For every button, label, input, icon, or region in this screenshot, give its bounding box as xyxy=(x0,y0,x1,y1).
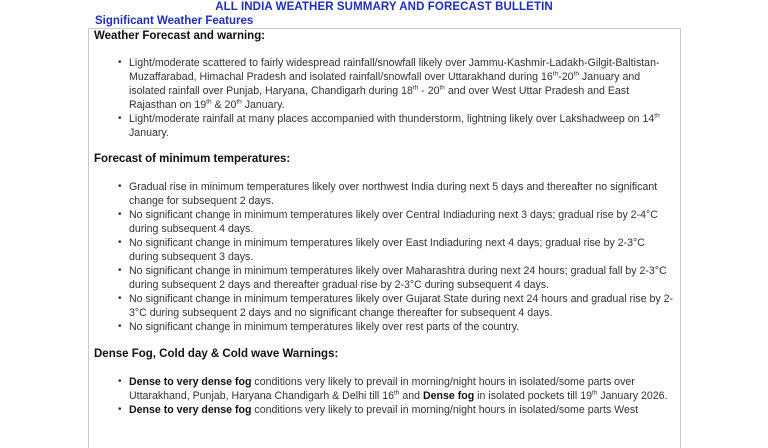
list-item: • No significant change in minimum temperatures likely over East Indiaduring next 4 days; gradual rise by 2-3°C during subsequent 3 days. xyxy=(118,237,645,263)
list-item: • Dense to very dense fog conditions very likely to prevail in morning/night hours in isolated/some parts over Uttarakhand, Punjab, Haryana Chandigarh & Delhi till 16th and Dense fog in isolated pockets till 19th January 2026. xyxy=(118,376,668,402)
list-weather-forecast xyxy=(89,56,674,140)
list-fog-cold-warnings xyxy=(89,375,674,417)
bullet-icon: • xyxy=(118,265,122,276)
list-item: • Light/moderate scattered to fairly widespread rainfall/snowfall likely over Jammu-Kashmir-Ladakh-Gilgit-Baltistan-Muzaffarabad, Himachal Pradesh and isolated rainfall/snowfall over Uttarakhand during 16th-20th January and isolated rainfall over Punjab, Haryana, Chandigarh during 18th - 20th and over West Uttar Pradesh and East Rajasthan on 19th & 20th January. xyxy=(118,57,660,111)
bulletin-content-box xyxy=(88,28,681,448)
bullet-icon: • xyxy=(118,113,122,124)
bulletin-title: ALL INDIA WEATHER SUMMARY AND FORECAST BULLETIN xyxy=(215,1,553,13)
bullet-icon: • xyxy=(118,376,122,387)
bullet-icon: • xyxy=(118,181,122,192)
bullet-icon: • xyxy=(118,57,122,68)
list-item: • No significant change in minimum temperatures likely over Maharashtra during next 24 hours; gradual fall by 2-3°C during subsequent 2 days and thereafter gradual rise by 2-3°C during subsequent 4 days. xyxy=(118,265,667,291)
list-item: • Gradual rise in minimum temperatures likely over northwest India during next 5 days and thereafter no significant change for subsequent 2 days. xyxy=(118,181,658,207)
heading-min-temperatures: Forecast of minimum temperatures: xyxy=(94,153,291,165)
list-item: • Dense to very dense fog conditions very likely to prevail in morning/night hours in isolated/some parts West xyxy=(118,404,639,416)
list-item: • No significant change in minimum temperatures likely over Gujarat State during next 24 hours and gradual rise by 2-3°C during subsequent 2 days and no significant change thereafter for subsequent 4 days. xyxy=(118,293,674,319)
list-item: • Light/moderate rainfall at many places accompanied with thunderstorm, lightning likely over Lakshadweep on 14th January. xyxy=(118,112,660,139)
bullet-icon: • xyxy=(118,293,122,304)
bullet-icon: • xyxy=(118,321,122,332)
heading-fog-cold-warnings: Dense Fog, Cold day & Cold wave Warnings: xyxy=(94,348,339,360)
section-title: Significant Weather Features xyxy=(95,15,254,27)
bullet-icon: • xyxy=(118,209,122,220)
bullet-icon: • xyxy=(118,404,122,415)
list-item: • No significant change in minimum temperatures likely over rest parts of the country. xyxy=(118,321,520,333)
list-min-temperatures xyxy=(89,180,674,334)
bullet-icon: • xyxy=(118,237,122,248)
list-item: • No significant change in minimum temperatures likely over Central Indiaduring next 3 days; gradual rise by 2-4°C during subsequent 4 days. xyxy=(118,209,658,235)
heading-weather-forecast: Weather Forecast and warning: xyxy=(94,30,266,42)
